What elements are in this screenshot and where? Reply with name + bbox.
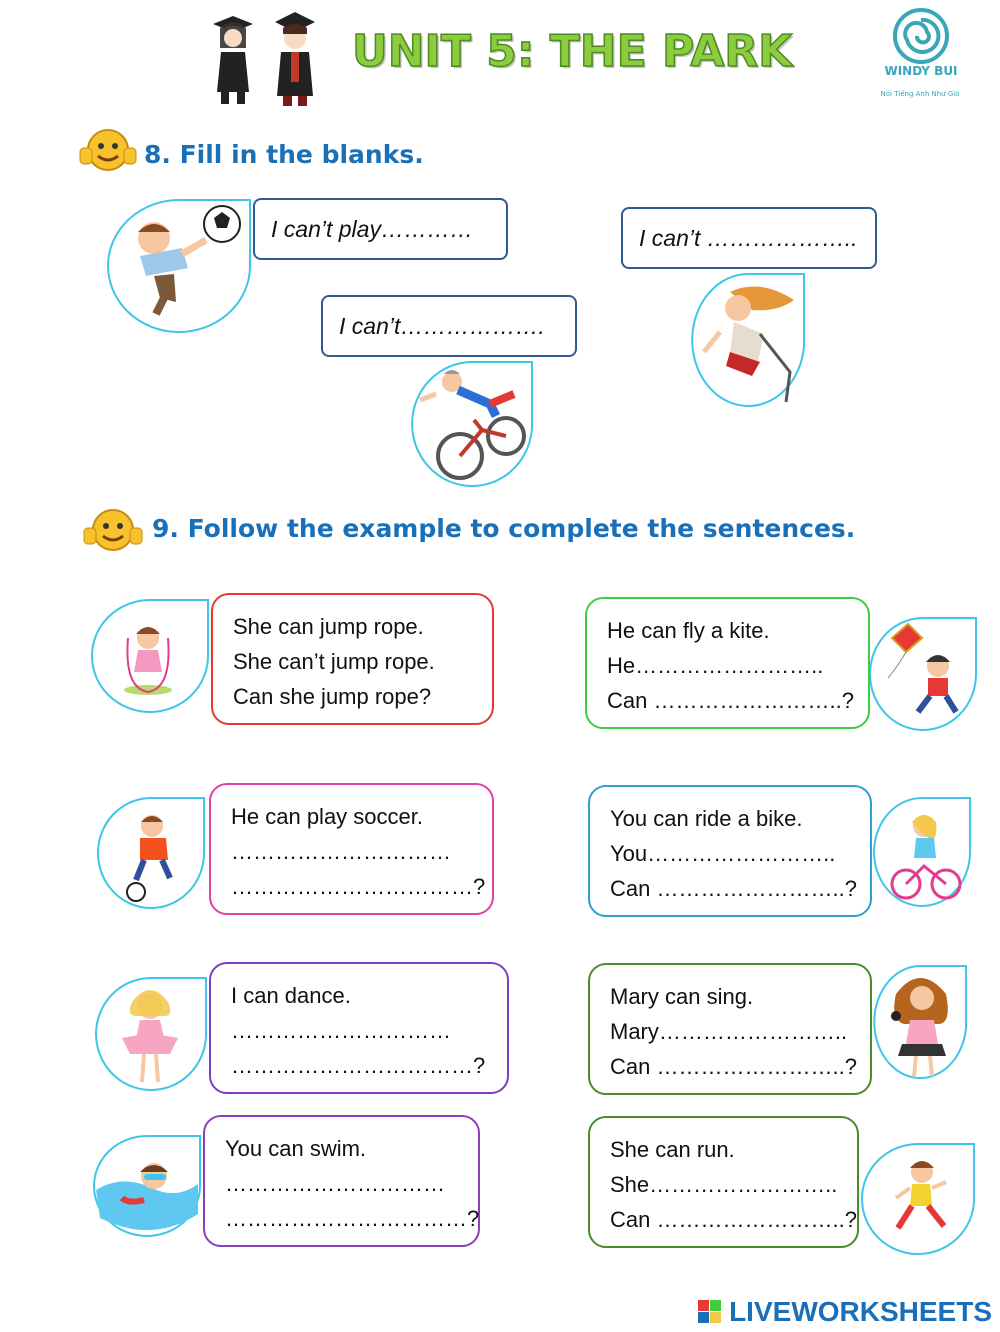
roller-skate-girl-picture bbox=[690, 272, 808, 412]
sentence-box-right-1 bbox=[585, 597, 870, 729]
liveworksheets-logo-icon bbox=[698, 1300, 722, 1324]
answer-blank-line[interactable]: ………………………… bbox=[225, 1171, 445, 1196]
bike-crash-picture bbox=[410, 360, 536, 492]
sentence-box-right-3 bbox=[588, 963, 872, 1095]
page-title: UNIT 5: THE PARK bbox=[352, 26, 793, 77]
blank-3[interactable]: I can’t ……………….. bbox=[621, 207, 877, 269]
answer-blank-line[interactable]: ……………………………? bbox=[231, 1053, 486, 1078]
sentence-box-left-4 bbox=[203, 1115, 480, 1247]
section-9-heading: 9. Follow the example to complete the sentences. bbox=[152, 514, 856, 543]
sentence-box-right-4 bbox=[588, 1116, 859, 1248]
answer-blank-line[interactable]: He…………………….. bbox=[607, 653, 824, 678]
windy-bui-logo-icon bbox=[893, 8, 949, 64]
sentence-box-left-1 bbox=[211, 593, 494, 725]
sentence-line: She can run. bbox=[610, 1137, 735, 1162]
answer-blank-line[interactable]: Can ……………………..? bbox=[610, 876, 857, 901]
answer-blank-line[interactable]: Can ……………………..? bbox=[610, 1054, 857, 1079]
answer-blank-line[interactable]: ……………………………? bbox=[231, 874, 486, 899]
graduate-girl-icon bbox=[213, 16, 253, 104]
answer-blank-line[interactable]: Mary…………………….. bbox=[610, 1019, 848, 1044]
sentence-line: You can ride a bike. bbox=[610, 806, 803, 831]
answer-blank-line[interactable]: ………………………… bbox=[231, 1018, 451, 1043]
logo-tagline: Nói Tiếng Anh Như Gió bbox=[880, 90, 960, 98]
soccer-boy-picture bbox=[104, 198, 254, 338]
graduates-illustration bbox=[205, 8, 325, 108]
answer-blank-line[interactable]: You…………………….. bbox=[610, 841, 836, 866]
sentence-box-left-3 bbox=[209, 962, 509, 1094]
sentence-box-right-2 bbox=[588, 785, 872, 917]
answer-blank-line[interactable]: ……………………………? bbox=[225, 1206, 480, 1231]
logo-name: WINDY BUI bbox=[884, 64, 958, 78]
sentence-box-left-2 bbox=[209, 783, 494, 915]
ballerina-girl-picture bbox=[94, 976, 210, 1094]
running-boy-picture bbox=[860, 1142, 978, 1258]
sentence-line: He can fly a kite. bbox=[607, 618, 770, 643]
thumbs-up-emoji-icon-2 bbox=[82, 504, 144, 556]
section-8-heading: 8. Fill in the blanks. bbox=[144, 140, 424, 169]
sentence-line: Mary can sing. bbox=[610, 984, 754, 1009]
graduate-boy-icon bbox=[275, 12, 315, 106]
microphone-icon bbox=[891, 1011, 901, 1021]
blank-1[interactable]: I can’t play………… bbox=[253, 198, 508, 260]
sentence-line: She can’t jump rope. bbox=[233, 649, 435, 674]
swimming-girl-picture bbox=[92, 1134, 204, 1240]
sentence-line: She can jump rope. bbox=[233, 614, 424, 639]
sentence-line: I can dance. bbox=[231, 983, 351, 1008]
answer-blank-line[interactable]: She…………………….. bbox=[610, 1172, 838, 1197]
bike-girl-picture bbox=[872, 796, 974, 910]
liveworksheets-brand[interactable]: LIVEWORKSHEETS bbox=[729, 1296, 992, 1327]
answer-blank-line[interactable]: Can ……………………..? bbox=[607, 688, 854, 713]
soccer-kid-picture bbox=[96, 796, 208, 912]
thumbs-up-emoji-icon bbox=[78, 124, 138, 174]
kite-boy-picture bbox=[868, 616, 980, 734]
sentence-line: Can she jump rope? bbox=[233, 684, 432, 709]
singing-girl-picture bbox=[872, 964, 970, 1086]
answer-blank-line[interactable]: Can ……………………..? bbox=[610, 1207, 857, 1232]
blank-2[interactable]: I can’t………………. bbox=[321, 295, 577, 357]
jump-rope-girl-picture bbox=[90, 598, 212, 716]
sentence-line: You can swim. bbox=[225, 1136, 367, 1161]
sentence-line: He can play soccer. bbox=[231, 804, 423, 829]
answer-blank-line[interactable]: ………………………… bbox=[231, 839, 451, 864]
